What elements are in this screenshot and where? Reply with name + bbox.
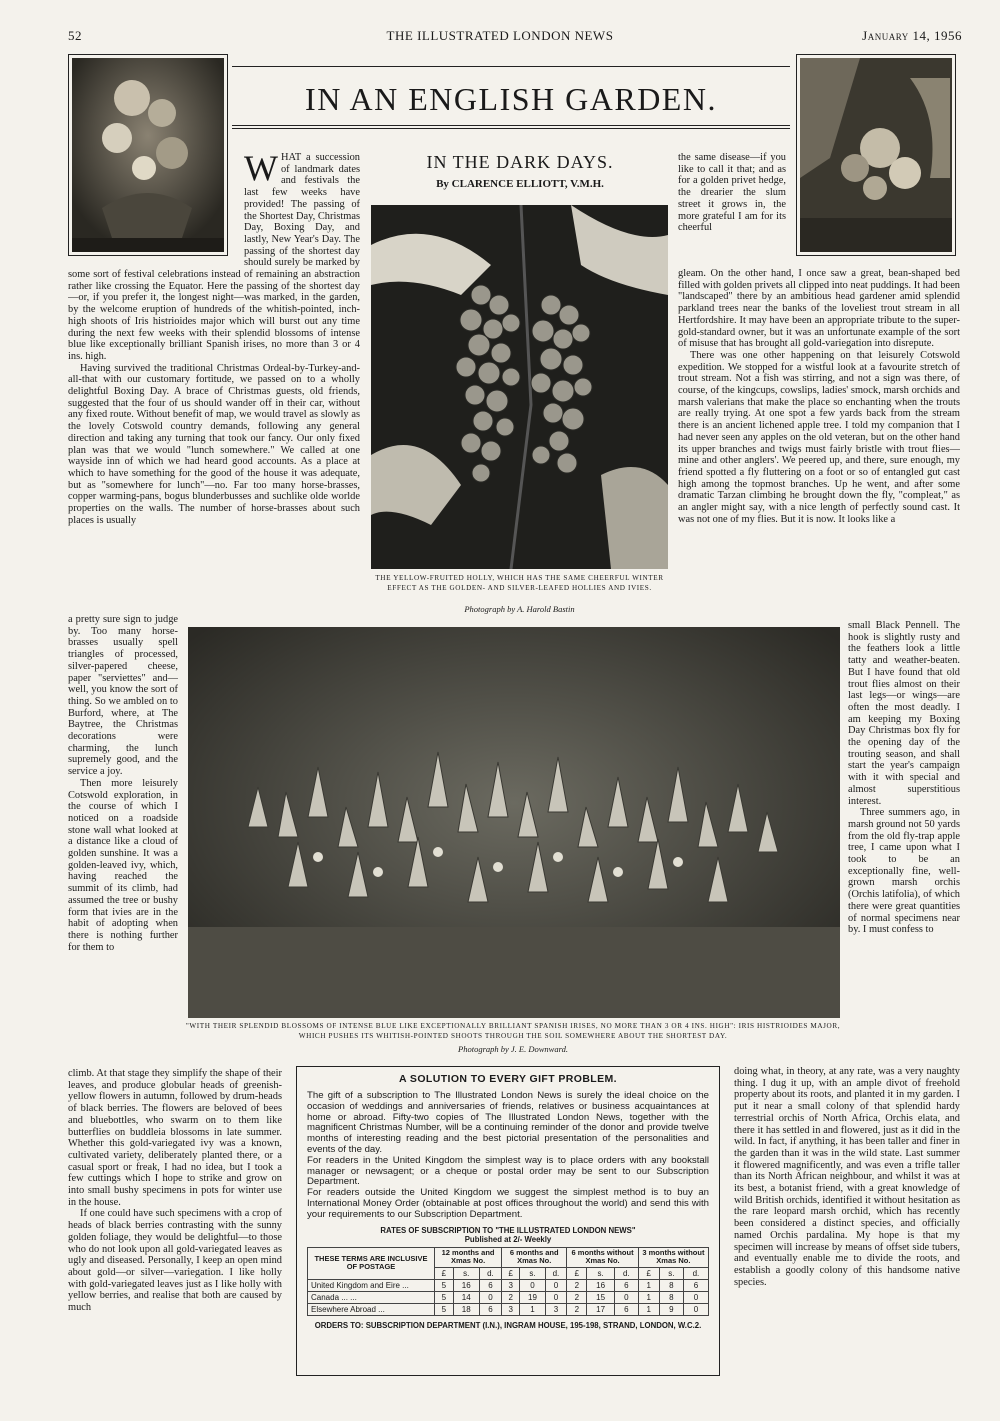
col1-narrow-paragraph-1: a pretty sure sign to judge by. Too many horse-brasses usually spell triangles of processed, silver-papered cheese, paper "serviettes" and—well, you know the sort of thing. So we ambled on to Burford, where, at The Baytree, the Christmas decorations were charming, the lunch supremely good, and the service a joy. [68, 614, 178, 778]
unit-cell: d. [683, 1267, 708, 1279]
rate-cell: 1 [638, 1279, 659, 1291]
unit-cell: s. [453, 1267, 479, 1279]
rate-cell: 14 [453, 1291, 479, 1303]
rates-title: RATES OF SUBSCRIPTION TO "THE ILLUSTRATED LONDON NEWS" [380, 1225, 636, 1235]
unit-cell: £ [502, 1267, 520, 1279]
col3-narrow2-paragraph-2: Three summers ago, in marsh ground not 50 yards from the old fly-trap apple tree, I came upon what I took to be an exceptionally fine, well-grown marsh orchis (Orchis latifolia), of which there were great quantities of normal specimens near by. I must confess to [848, 807, 960, 936]
rate-cell: 2 [567, 1291, 587, 1303]
rate-cell: 1 [638, 1303, 659, 1315]
col1-narrow-paragraph-2: Then more leisurely Cotswold exploration, in the course of which I noticed on a roadside stone wall what looked at a distance like a cloud of golden sunshine. It was a golden-leaved ivy, which, having reached the summit of its climb, had assumed the tree or bushy form that ivies are in the habit of adopting when there is nothing further for them to [68, 777, 178, 953]
unit-cell: £ [638, 1267, 659, 1279]
column-1-bottom [68, 1068, 282, 1378]
rate-cell: 5 [435, 1279, 454, 1291]
rate-cell: 6 [479, 1303, 501, 1315]
unit-cell: d. [479, 1267, 501, 1279]
rate-cell: 3 [502, 1279, 520, 1291]
article-title: IN AN ENGLISH GARDEN. [305, 81, 717, 117]
col3-paragraph-2: There was one other happening on that leisurely Cotswold expedition. We stopped for a wistful look at a favourite stretch of trout stream. Not a fish was stirring, and not a sign was there, of course, of the kingcups, cowslips, ladies' smock, marsh orchids and marsh valerians that make the place so enchanting when the trouts are really trying. At one spot a few yards back from the stream there is an ancient lichened apple tree. I told my companion that I had never seen any apples on the old veteran, but on the other hand its upper branches and twigs must fairly bristle with trout flies—mine and other anglers'. We peered up, and there, sure enough, my friend spotted a fly fluttering on a foot or so of entangled gut cast high among the topmost branches. Up he went, and after some dramatic Tarzan climbing he brought down the fly, "compleat," as an angler might say, with a nice length of perfectly sound cast. It was not one of my flies. But it is now. It looks like a [678, 349, 960, 525]
rate-cell: 0 [545, 1291, 567, 1303]
rate-cell: 1 [638, 1291, 659, 1303]
col-head-1: 12 months and Xmas No. [435, 1247, 502, 1267]
rate-cell: 8 [659, 1291, 683, 1303]
column-3-narrow [678, 152, 786, 268]
holly-credit: Photograph by A. Harold Bastin [464, 604, 575, 614]
iris-credit-wrap [182, 1045, 844, 1056]
rates-subtitle: Published at 2/- Weekly [464, 1234, 552, 1244]
table-row [308, 1291, 709, 1303]
column-1-top [68, 152, 360, 624]
col-head-2: 6 months and Xmas No. [502, 1247, 567, 1267]
byline: By CLARENCE ELLIOTT, V.M.H. [436, 178, 604, 190]
unit-cell: s. [659, 1267, 683, 1279]
rate-cell: 6 [614, 1279, 638, 1291]
issue-date: January 14, 1956 [862, 28, 962, 43]
gift-title: A SOLUTION TO EVERY GIFT PROBLEM. [399, 1073, 617, 1085]
rate-cell: 0 [614, 1291, 638, 1303]
table-header-left: THESE TERMS ARE INCLUSIVE OF POSTAGE [308, 1247, 435, 1279]
gift-subscription-box [296, 1066, 720, 1376]
col1-paragraph-1: HAT a succession of landmark dates and festivals the last few weeks have provided! The passing of the Shortest Day, Christmas Day, Boxing Day, and lastly, New Year's Day. The passing of the shortest day should surely be marked by some sort of festival celebrations instead of remaining an abstraction rather like crossing the Equator. Here the passing of the shortest day—or, if you prefer it, the longest night—was marked, in the garden, by the welcome eruption of hundreds of the whitish-pointed, inch-high shoots of Iris histrioides major which will burst out any time during the next few weeks with their splendid blossoms of intense blue like exceptionally brilliant Spanish irises, no more than 3 or 4 ins. high. [68, 152, 360, 362]
rate-cell: 2 [567, 1279, 587, 1291]
table-row [308, 1279, 709, 1291]
col1-paragraph-2: Having survived the traditional Christmas Ordeal-by-Turkey-and-all-that with our customary fortitude, we passed on to a wholly delightful Boxing Day. A brace of Christmas guests, old friends, suggested that the four of us should wander off in their car, without any fixed route. Without benefit of map, we would travel as slowly as the lovely Cotswold country demands, following any general direction and taking any turning that took our fancy. Our only fixed plan was that we would "lunch somewhere." We called at one wayside inn of which we had heard good accounts. As a place at which to have something for the good of the house it was adequate, but as "somewhere for lunch"—no. Far too many horse-brasses, copper warming-pans, bogus blunderbusses and suchlike olde worlde properties on the walls. The number of horse-brasses about such places is usually [68, 362, 360, 526]
holly-photo [371, 205, 668, 569]
unit-cell: £ [567, 1267, 587, 1279]
dropcap: W [244, 152, 278, 188]
rate-cell: 3 [545, 1303, 567, 1315]
row-label: United Kingdom and Eire ... [308, 1279, 435, 1291]
row-label: Elsewhere Abroad ... [308, 1303, 435, 1315]
gift-paragraph-1: The gift of a subscription to The Illustrated London News is surely the ideal choice on the occasion of weddings and anniversaries of friends, relatives or business acquaintances at home or abroad. Fifty-two copies of The Illustrated London News, together with the magnificent Christmas Number, will be a continuing reminder of the donor and provide twelve months of interesting reading and the best pictorial presentation of the personalities and events of the day. [307, 1090, 709, 1155]
col1-bottom-paragraph-1: climb. At that stage they simplify the shape of their leaves, and produce globular heads of greenish-yellow flowers in autumn, followed by drum-heads of black berries. The flowers are beloved of bees and bluebottles, who swarm on to them like butterflies on buddleia blossoms in late summer. Whether this gold-variegated ivy was a known, cultivated variety, deliberately planted there, or a casual sport or freak, I had no idea, but I took a few cuttings which I hope to strike and grow on into small bushy specimens in pots for winter use in the house. [68, 1068, 282, 1208]
still-life-fruit-image [800, 58, 952, 252]
column-3-bottom [734, 1066, 960, 1380]
col-head-3: 6 months without Xmas No. [567, 1247, 638, 1267]
iris-caption: "WITH THEIR SPLENDID BLOSSOMS OF INTENSE BLUE LIKE EXCEPTIONALLY BRILLIANT SPANISH IRISES, NO MORE THAN 3 OR 4 INS. HIGH": IRIS HISTRIOIDES MAJOR, WHICH PUSHES ITS WHITISH-POINTED SHOOTS THROUGH THE SOIL SOMEWHERE ABOUT THE SHORTEST DAY. [185, 1022, 841, 1040]
rate-cell: 18 [453, 1303, 479, 1315]
masthead: THE ILLUSTRATED LONDON NEWS [386, 28, 614, 43]
column-1-narrow [68, 614, 178, 1070]
rate-cell: 0 [683, 1303, 708, 1315]
unit-cell: d. [545, 1267, 567, 1279]
rate-cell: 5 [435, 1291, 454, 1303]
rate-cell: 19 [520, 1291, 545, 1303]
still-life-picture-right [796, 54, 956, 256]
yellow-fruited-holly-image [371, 205, 668, 569]
row-label: Canada ... ... [308, 1291, 435, 1303]
column-3-narrow-2 [848, 620, 960, 1066]
rate-cell: 6 [614, 1303, 638, 1315]
rate-cell: 9 [659, 1303, 683, 1315]
rate-cell: 3 [502, 1303, 520, 1315]
page-number: 52 [68, 28, 82, 43]
rate-cell: 16 [587, 1279, 615, 1291]
rate-cell: 2 [502, 1291, 520, 1303]
rate-cell: 0 [683, 1291, 708, 1303]
col3-narrow2-paragraph-1: small Black Pennell. The hook is slightly rusty and the feathers look a little tatty and weather-beaten. But I have found that old trout flies almost on their last legs—or wings—are often the most deadly. I am keeping my Boxing Day Christmas box fly for the opening day of the trouting season, and shall start the year's campaign with it with special and almost superstitious interest. [848, 620, 960, 807]
iris-photo [188, 627, 840, 1018]
col3-paragraph-1: gleam. On the other hand, I once saw a great, bean-shaped bed filled with golden privets all clipped into neat puddings. It had been "landscaped" there by an ambitious head gardener amid splendid parkland trees near the banks of the loveliest trout stream in all Hertfordshire. It may have been an appropriate tribute to the super-gold-standard owner, but it was an unfortunate example of the sort of misuse that has brought all gold-variegation into disrepute. [678, 268, 960, 350]
rate-cell: 0 [479, 1291, 501, 1303]
rate-cell: 1 [520, 1303, 545, 1315]
iris-credit: Photograph by J. E. Downward. [458, 1044, 568, 1054]
gift-paragraph-3: For readers outside the United Kingdom we suggest the simplest method is to buy an International Money Order (obtainable at post offices throughout the world) and send this with your requirements to our Subscription Department. [307, 1187, 709, 1220]
rate-cell: 0 [545, 1279, 567, 1291]
rate-cell: 2 [567, 1303, 587, 1315]
rate-cell: 17 [587, 1303, 615, 1315]
unit-cell: s. [587, 1267, 615, 1279]
holly-caption: THE YELLOW-FRUITED HOLLY, WHICH HAS THE SAME CHEERFUL WINTER EFFECT AS THE GOLDEN- AND SILVER-LEAFED HOLLIES AND IVIES. [375, 574, 664, 592]
col3-bottom-paragraph: doing what, in theory, at any rate, was a very naughty thing. I dug it up, with an ample divot of freehold property about its roots, and planted it in my garden. I put it near a small colony of that splendid hardy terrestrial orchis of North Africa, Orchis elata, and there it has settled in and flowered, just as it did in the wild. In fact, if anything, it has been taller and finer in the garden than it was in the wild state. Last summer it flowered magnificently, and was even a trifle taller than its North African neighbour, and whilst it was at its best, a botanist friend, with a great knowledge of wild British orchids, identified it without hesitation as the rare leopard marsh orchid, which has recently been considered a distinct species, and officially named Orchis pardalina. My hope is that my specimen will increase by means of offset side tubers, and eventually enable me to divide the roots, and establish a goodly colony of this handsome native species. [734, 1066, 960, 1288]
subscription-rates-table [307, 1247, 709, 1316]
unit-cell: £ [435, 1267, 454, 1279]
gift-paragraph-2: For readers in the United Kingdom the simplest way is to place orders with any bookstall manager or newsagent; or a cheque or postal order may be sent to our Subscription Department. [307, 1154, 709, 1188]
article-subtitle: IN THE DARK DAYS. [426, 152, 614, 172]
unit-cell: d. [614, 1267, 638, 1279]
title-panel [232, 66, 790, 126]
col1-bottom-paragraph-2: If one could have such specimens with a crop of heads of black berries contrasting with the sunny golden foliage, they would be delightful—to those who do not look upon all gold-variegated leaves as ugly and diseased. Personally, I keep an open mind about gold—or silver—variegation. I like holly with gold-variegated leaves just as I like holly with yellow berries, and realise that both are caused by much [68, 1208, 282, 1314]
holly-credit-wrap [362, 605, 677, 616]
rate-cell: 6 [683, 1279, 708, 1291]
col3-narrow-paragraph: the same disease—if you like to call it that; and as for a golden privet hedge, the drearier the slum street it grows in, the more grateful I am for its cheerful [678, 152, 786, 234]
rate-cell: 8 [659, 1279, 683, 1291]
unit-cell: s. [520, 1267, 545, 1279]
rate-cell: 5 [435, 1303, 454, 1315]
col-head-4: 3 months without Xmas No. [638, 1247, 708, 1267]
rate-cell: 15 [587, 1291, 615, 1303]
orders-address: ORDERS TO: SUBSCRIPTION DEPARTMENT (I.N.), INGRAM HOUSE, 195-198, STRAND, LONDON, W.C.2. [314, 1320, 702, 1330]
column-3-wide [678, 268, 960, 628]
table-row [308, 1303, 709, 1315]
rate-cell: 6 [479, 1279, 501, 1291]
rate-cell: 0 [520, 1279, 545, 1291]
iris-histrioides-major-image [188, 627, 840, 1018]
rate-cell: 16 [453, 1279, 479, 1291]
